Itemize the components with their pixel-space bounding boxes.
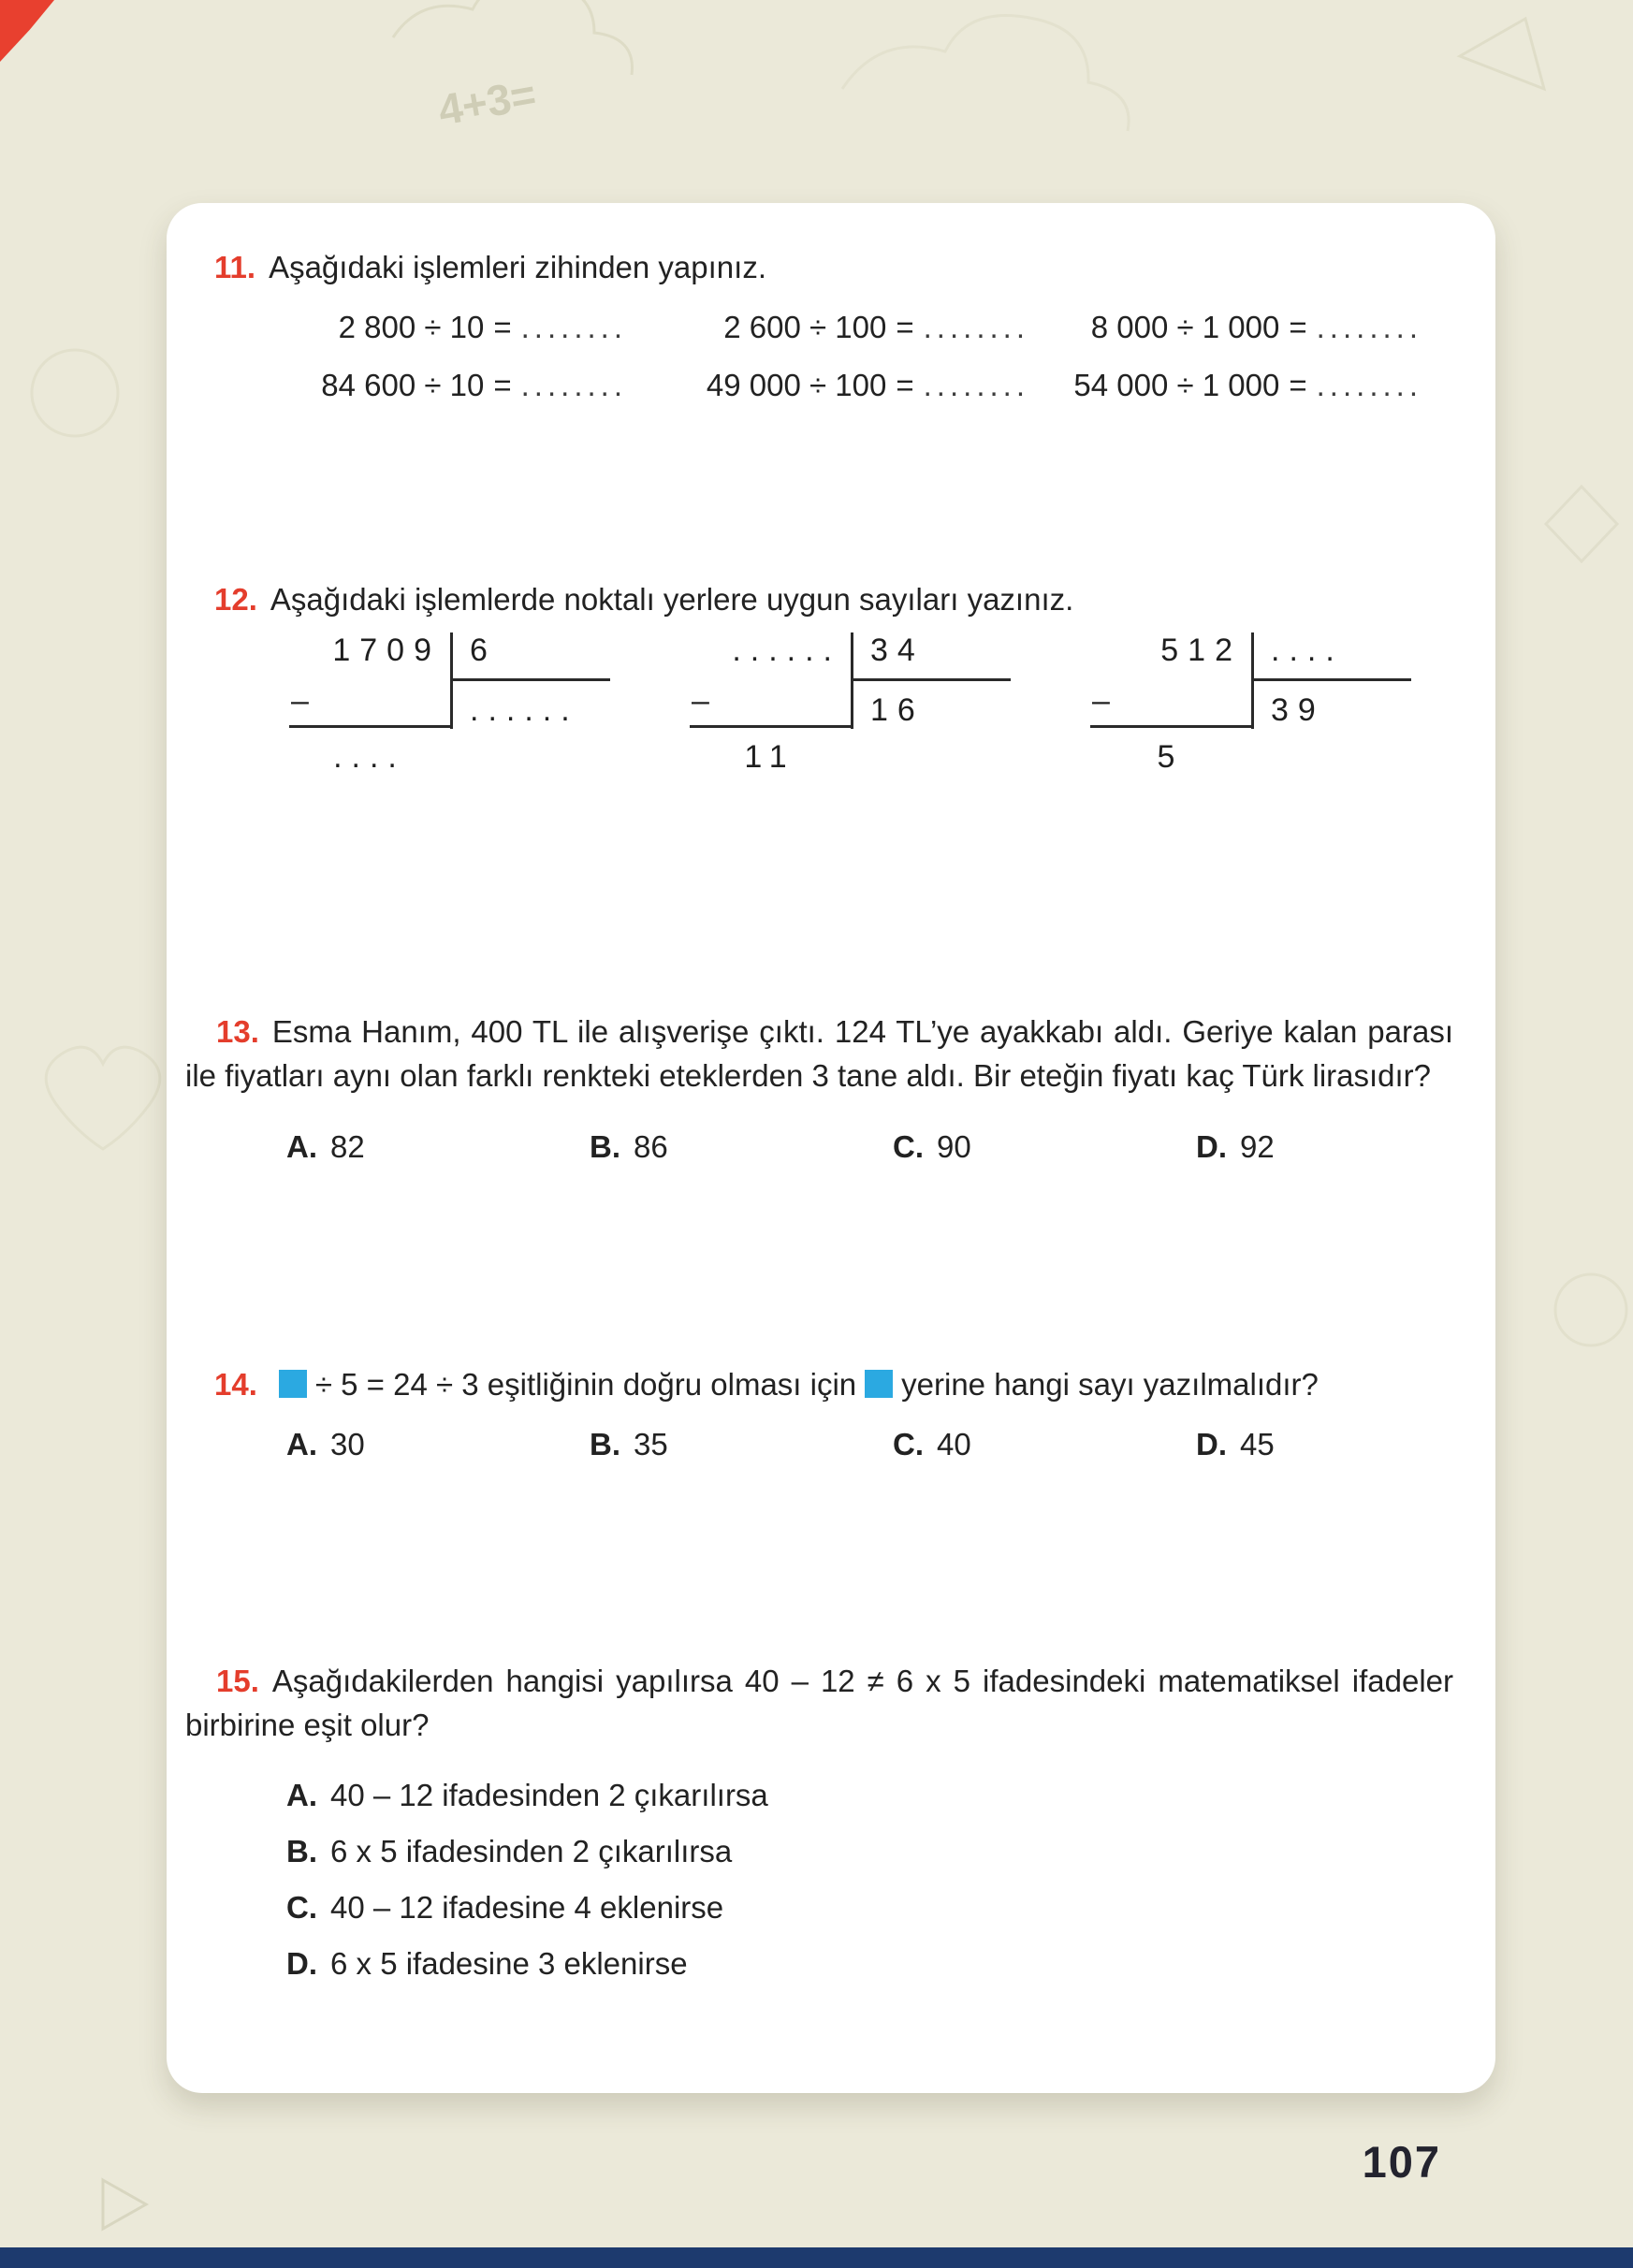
option-letter: A. — [286, 1778, 317, 1813]
exercise-blank — [241, 310, 653, 345]
option-b — [590, 1129, 893, 1165]
divisor: 34 — [853, 632, 1011, 681]
option-a — [286, 1778, 1453, 1813]
question-number: 12. — [214, 582, 257, 617]
question-prompt: Aşağıdaki işlemlerde noktalı yerlere uygun sayıları yazınız. — [270, 582, 1074, 617]
subtraction-line — [289, 676, 450, 728]
option-letter: A. — [286, 1128, 317, 1164]
divisor: .... — [1254, 632, 1411, 681]
question-body-part2: yerine hangi sayı yazılmalıdır? — [901, 1366, 1319, 1402]
option-b — [286, 1834, 1453, 1869]
minus-sign: – — [1092, 682, 1110, 719]
subtraction-line — [690, 676, 851, 728]
quotient: ...... — [470, 692, 579, 728]
question-number: 15. — [216, 1663, 259, 1698]
long-division-problem — [1090, 632, 1411, 776]
option-c — [893, 1129, 1196, 1165]
option-letter: C. — [286, 1890, 317, 1926]
equals-sign: = — [493, 310, 512, 344]
option-value: 40 – 12 ifadesine 4 eklenirse — [330, 1890, 724, 1926]
option-letter: D. — [1196, 1426, 1227, 1461]
dividend: 1709 — [332, 632, 441, 668]
question-number: 14. — [214, 1366, 257, 1402]
option-value: 40 – 12 ifadesinden 2 çıkarılırsa — [330, 1778, 768, 1813]
question-14-options — [286, 1427, 1453, 1462]
option-value: 6 x 5 ifadesine 3 eklenirse — [330, 1946, 688, 1982]
answer-blank: ........ — [520, 368, 627, 402]
question-11-heading — [214, 250, 1453, 285]
blue-square-icon — [279, 1370, 307, 1398]
option-letter: B. — [590, 1426, 620, 1461]
footer-bar — [0, 2247, 1633, 2268]
option-value: 90 — [937, 1128, 971, 1164]
question-body: Esma Hanım, 400 TL ile alışverişe çıktı. 124 TL’ye ayakkabı aldı. Geriye kalan parası ile fiyatları aynı olan farklı renkteki eteklerden 3 tane aldı. Bir eteğin fiyatı kaç Türk lirasıdır? — [185, 1014, 1453, 1093]
equals-sign: = — [1289, 310, 1307, 344]
option-c — [893, 1427, 1196, 1462]
option-value: 30 — [330, 1426, 365, 1461]
option-letter: D. — [286, 1946, 317, 1982]
question-14-text — [214, 1367, 1453, 1403]
remainder: 5 — [1157, 739, 1185, 775]
question-13-options — [286, 1129, 1453, 1165]
math-doodle-text: 4+3= — [434, 69, 540, 135]
option-value: 92 — [1240, 1128, 1275, 1164]
divisor: 6 — [453, 632, 610, 681]
expression: 49 000 ÷ 100 — [706, 368, 887, 402]
option-letter: C. — [893, 1128, 924, 1164]
question-15-options — [286, 1778, 1453, 1982]
answer-blank: ........ — [923, 368, 1029, 402]
dividend: 512 — [1160, 632, 1242, 668]
option-value: 35 — [634, 1426, 668, 1461]
minus-sign: – — [692, 682, 709, 719]
question-number: 11. — [214, 250, 256, 284]
quotient: 16 — [870, 692, 925, 728]
option-d — [286, 1946, 1453, 1982]
dividend: ...... — [732, 632, 841, 668]
option-value: 82 — [330, 1128, 365, 1164]
subtraction-line — [1090, 676, 1251, 728]
expression: 2 800 ÷ 10 — [338, 310, 485, 344]
option-a — [286, 1427, 590, 1462]
equals-sign: = — [896, 310, 914, 344]
option-letter: B. — [590, 1128, 620, 1164]
long-division-problem — [690, 632, 1011, 776]
remainder: 11 — [744, 739, 796, 775]
equals-sign: = — [896, 368, 914, 402]
exercise-blank — [1056, 310, 1449, 345]
long-division-problem — [289, 632, 610, 776]
question-number: 13. — [216, 1014, 259, 1049]
expression: 84 600 ÷ 10 — [321, 368, 485, 402]
option-d — [1196, 1129, 1275, 1165]
page-number: 107 — [1362, 2137, 1441, 2187]
answer-blank: ........ — [1316, 368, 1422, 402]
question-13-text — [185, 1010, 1453, 1098]
question-body: Aşağıdakilerden hangisi yapılırsa 40 – 12 ≠ 6 x 5 ifadesindeki matematiksel ifadeler birbirine eşit olur? — [185, 1663, 1453, 1742]
long-division-row — [289, 632, 1453, 776]
option-letter: D. — [1196, 1128, 1227, 1164]
exercise-blank — [1056, 368, 1449, 403]
question-prompt: Aşağıdaki işlemleri zihinden yapınız. — [269, 250, 766, 284]
option-value: 45 — [1240, 1426, 1275, 1461]
option-d — [1196, 1427, 1275, 1462]
exercise-blank — [241, 368, 653, 403]
option-a — [286, 1129, 590, 1165]
option-value: 40 — [937, 1426, 971, 1461]
blue-square-icon — [865, 1370, 893, 1398]
answer-blank: ........ — [1316, 310, 1422, 344]
exercise-blank — [653, 310, 1056, 345]
exercise-blank — [653, 368, 1056, 403]
question-15-text — [185, 1660, 1453, 1748]
quotient: 39 — [1271, 692, 1325, 728]
content-card — [167, 203, 1495, 2093]
minus-sign: – — [291, 682, 309, 719]
option-c — [286, 1890, 1453, 1926]
answer-blank: ........ — [520, 310, 627, 344]
option-value: 6 x 5 ifadesinden 2 çıkarılırsa — [330, 1834, 733, 1869]
option-letter: C. — [893, 1426, 924, 1461]
remainder: .... — [333, 739, 406, 775]
expression: 54 000 ÷ 1 000 — [1073, 368, 1280, 402]
expression: 2 600 ÷ 100 — [723, 310, 887, 344]
expression: 8 000 ÷ 1 000 — [1090, 310, 1280, 344]
answer-blank: ........ — [923, 310, 1029, 344]
question-12-heading — [214, 582, 1453, 618]
option-letter: B. — [286, 1834, 317, 1869]
equals-sign: = — [493, 368, 512, 402]
mental-division-exercises — [241, 310, 1453, 403]
option-letter: A. — [286, 1426, 317, 1461]
equals-sign: = — [1289, 368, 1307, 402]
question-body-part1: ÷ 5 = 24 ÷ 3 eşitliğinin doğru olması için — [314, 1366, 857, 1402]
option-b — [590, 1427, 893, 1462]
option-value: 86 — [634, 1128, 668, 1164]
